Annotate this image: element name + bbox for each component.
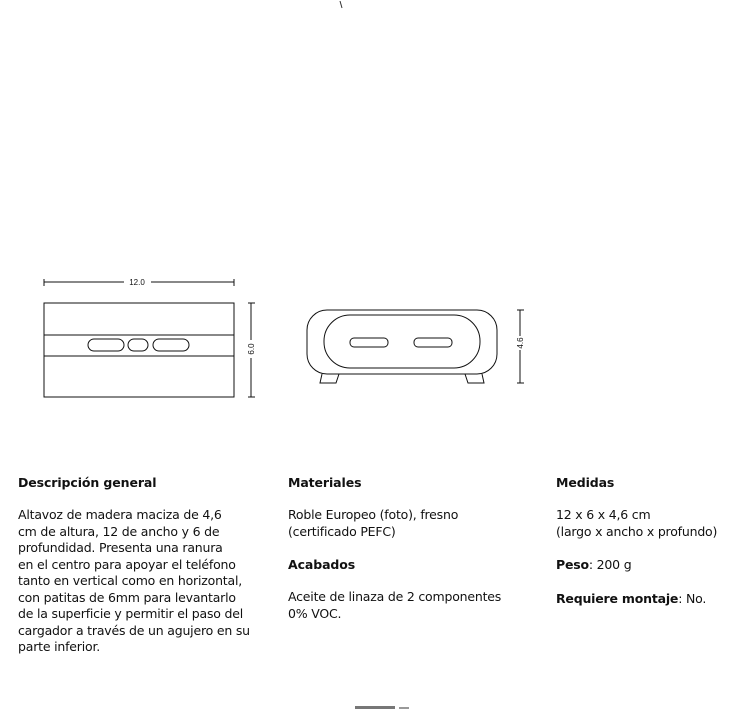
measures-text — [556, 507, 740, 540]
measures-line: 12 x 6 x 4,6 cm — [556, 507, 651, 522]
weight-row: Peso: 200 g — [556, 557, 632, 572]
assembly-label: Requiere montaje — [556, 590, 679, 606]
materials-text — [288, 507, 528, 540]
description-line: parte inferior. — [18, 639, 101, 654]
assembly-value: No. — [682, 590, 707, 606]
front-view — [307, 310, 524, 383]
finishes-text — [288, 589, 528, 622]
measures-line: (largo x ancho x profundo) — [556, 523, 718, 539]
measures-heading: Medidas — [556, 475, 615, 490]
top-cropped-mark — [339, 0, 343, 2]
description-line: en el centro para apoyar el teléfono — [18, 556, 236, 572]
materials-heading: Materiales — [288, 475, 362, 490]
technical-drawing — [0, 270, 740, 400]
dimension-height-label: 6.0 — [247, 343, 256, 355]
measures-column — [556, 475, 740, 624]
description-line: de la superficie y permitir el paso del — [18, 606, 244, 621]
finishes-line: 0% VOC. — [288, 605, 342, 621]
dimension-depth-label: 4.6 — [516, 337, 525, 349]
bottom-cropped-mark — [355, 699, 455, 707]
weight-label: Peso — [556, 557, 589, 572]
description-line: con patitas de 6mm para levantarlo — [18, 589, 236, 605]
finishes-heading: Acabados — [288, 557, 356, 572]
description-line: profundidad. Presenta una ranura — [18, 540, 223, 555]
description-column — [18, 475, 280, 656]
weight-value: 200 g — [592, 557, 632, 572]
description-heading: Descripción general — [18, 475, 157, 490]
dimension-width-label: 12.0 — [129, 278, 145, 287]
description-line: cm de altura, 12 de ancho y 6 de — [18, 523, 220, 539]
description-text — [18, 507, 280, 656]
materials-line: (certificado PEFC) — [288, 523, 396, 539]
description-line: cargador a través de un agujero en su — [18, 622, 250, 638]
assembly-row: Requiere montaje: No. — [556, 590, 707, 606]
description-line: tanto en vertical como en horizontal, — [18, 573, 242, 588]
finishes-line: Aceite de linaza de 2 componentes — [288, 589, 502, 604]
materials-line: Roble Europeo (foto), fresno — [288, 507, 459, 522]
top-view — [44, 279, 255, 397]
materials-column — [288, 475, 528, 622]
description-line: Altavoz de madera maciza de 4,6 — [18, 507, 222, 522]
